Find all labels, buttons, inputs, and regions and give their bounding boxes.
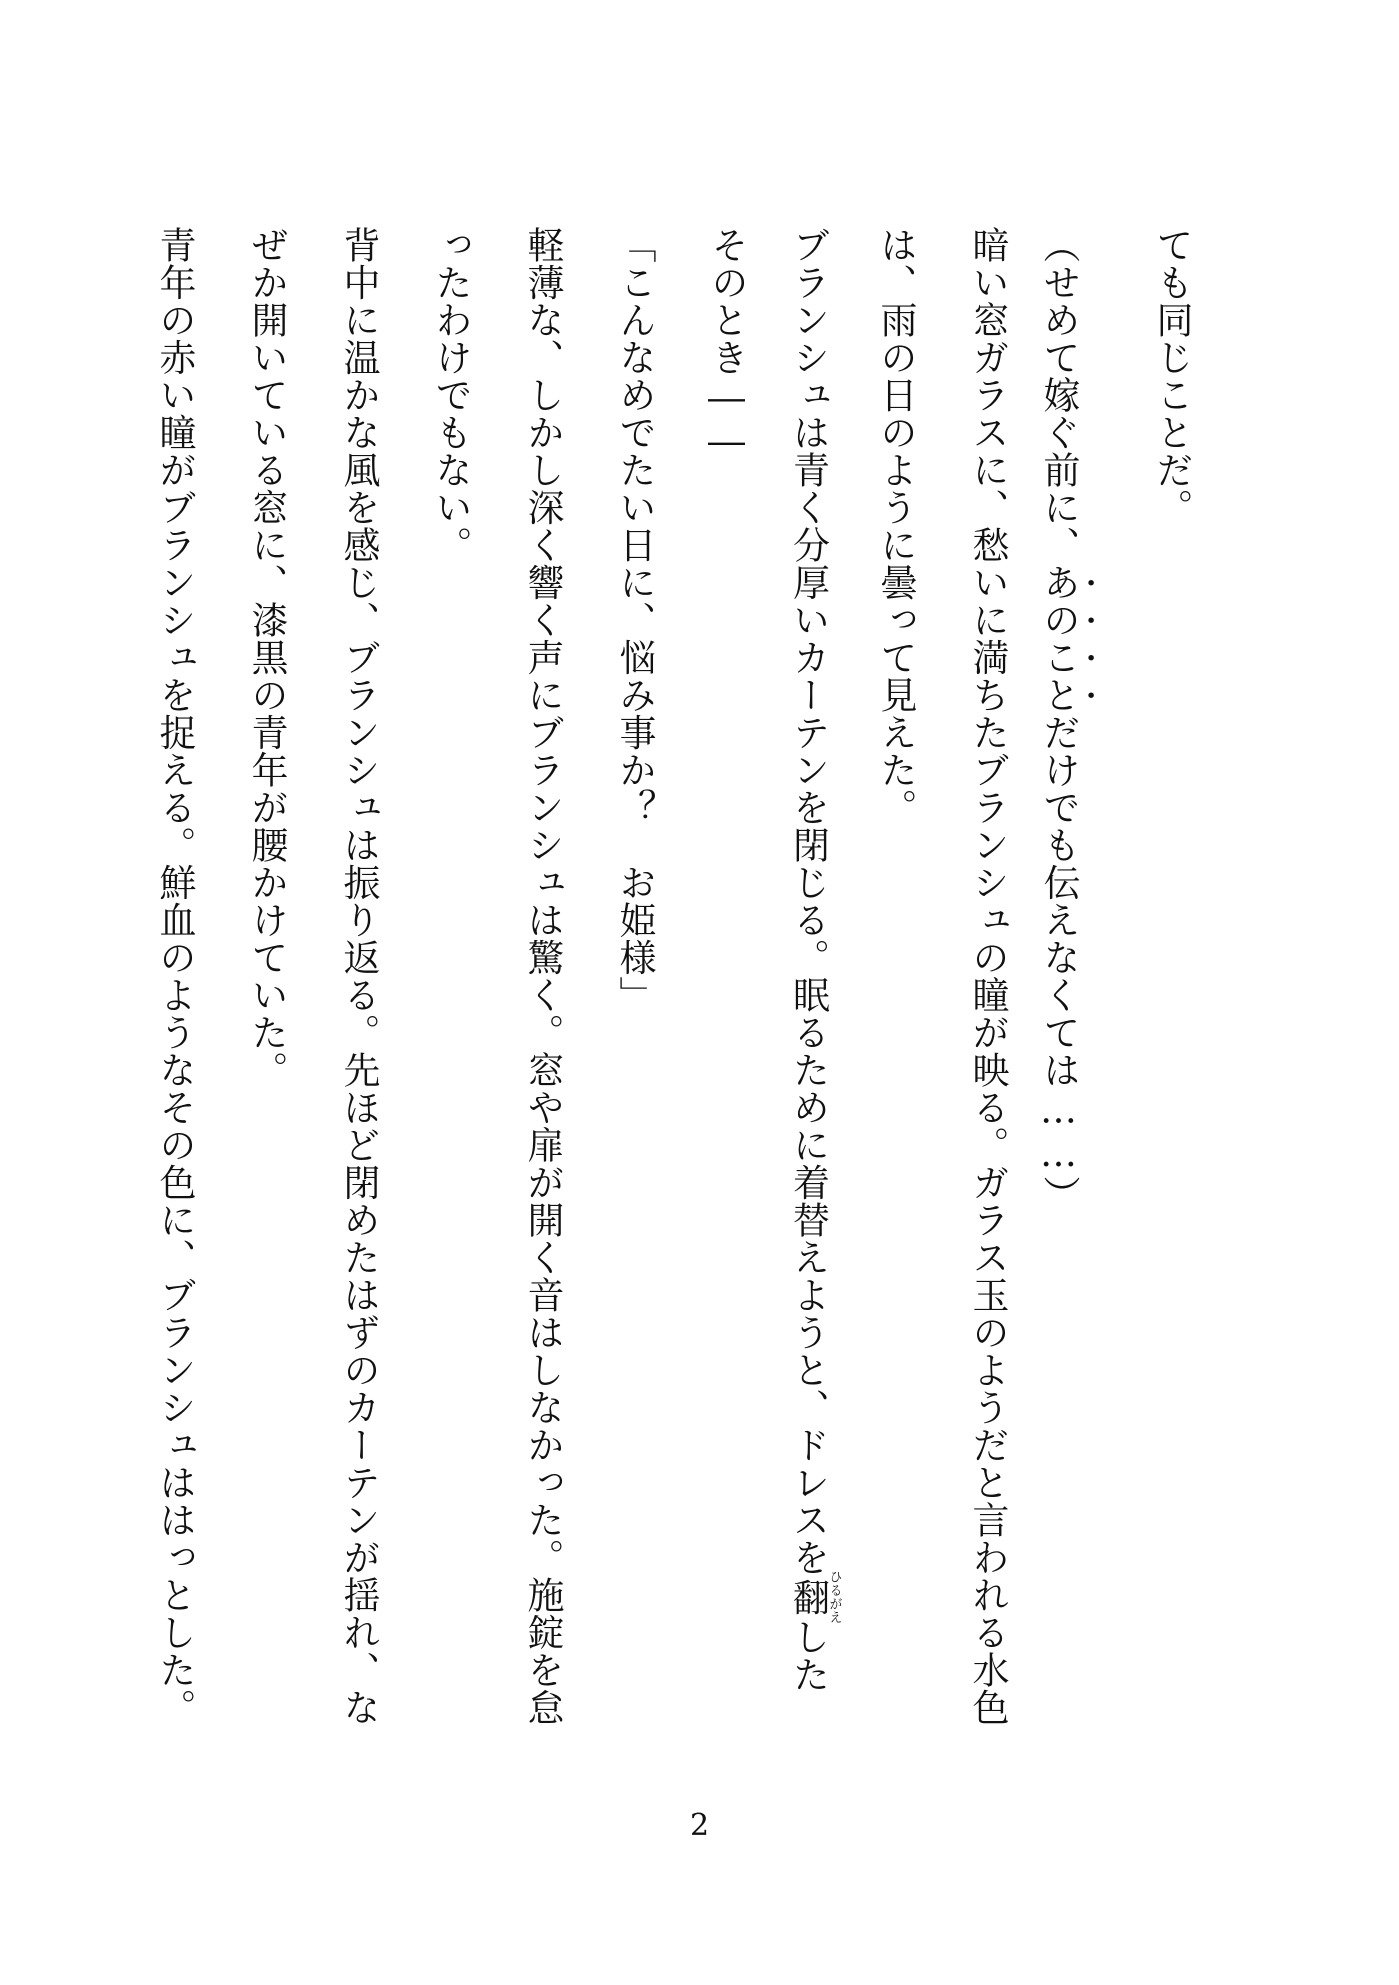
text-line-12: 青年の赤い瞳がブランシュを捉える。鮮血のようなその色に、ブランシュははっとした。: [153, 226, 196, 1726]
ruby-base: 翻: [786, 1570, 830, 1624]
text-line-11: ぜか開いている窓に、漆黒の青年が腰かけていた。: [245, 226, 288, 1089]
ruby-word: [786, 1570, 842, 1624]
ruby-reading: ひるがえ: [826, 1570, 842, 1624]
text-line-3: 暗い窓ガラスに、愁いに満ちたブランシュの瞳が映る。ガラス玉のようだと言われる水色: [966, 226, 1009, 1726]
page-number: 2: [689, 1808, 710, 1843]
text-line-5: [786, 226, 842, 1726]
text-line-4: は、雨の日のように曇って見えた。: [874, 226, 917, 826]
text-line-2-pre: （せめて嫁ぐ前に、: [1037, 226, 1080, 564]
text-line-10: 背中に温かな風を感じ、ブランシュは振り返る。先ほど閉めたはずのカーテンが揺れ、な: [337, 226, 380, 1726]
text-line-7: 「こんなめでたい日に、悩み事か？ お姫様」: [613, 226, 656, 1014]
text-line-2-post: だけでも伝えなくては……）: [1037, 713, 1080, 1213]
text-line-9: ったわけでもない。: [429, 226, 472, 564]
text-line-5-pre: ブランシュは青く分厚いカーテンを閉じる。眠るために着替えようと、ドレスを: [786, 226, 830, 1576]
text-line-2: [1037, 226, 1102, 1726]
text-line-5-post: した: [786, 1618, 830, 1693]
text-line-6: そのとき――: [705, 226, 748, 463]
emphasized-phrase: あのこと: [1037, 563, 1080, 714]
text-line-8: 軽薄な、しかし深く響く声にブランシュは驚く。窓や扉が開く音はしなかった。施錠を怠: [521, 226, 564, 1726]
text-line-1: ても同じことだ。: [1150, 226, 1193, 526]
